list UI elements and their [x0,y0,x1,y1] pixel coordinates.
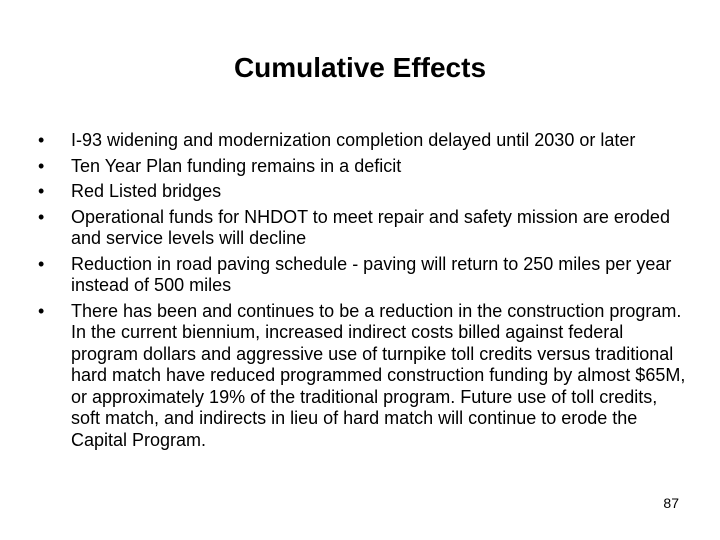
bullet-icon: • [38,130,45,150]
bullet-item-ten-year-plan [38,156,688,178]
page-number: 87 [663,495,679,511]
bullet-icon: • [38,206,45,227]
bullet-item-road-paving [38,254,688,297]
bullet-list [38,130,688,455]
bullet-text: Red Listed bridges [71,181,222,201]
bullet-icon: • [38,300,45,321]
bullet-item-construction-program [38,301,688,452]
bullet-text: Ten Year Plan funding remains in a deficit [71,155,402,176]
bullet-icon: • [38,181,45,201]
bullet-text: Reduction in road paving schedule - paving will return to 250 miles per year instead of 500 miles [71,253,672,295]
bullet-item-i93 [38,130,688,152]
slide-title: Cumulative Effects [233,52,487,83]
bullet-text: I-93 widening and modernization completion delayed until 2030 or later [71,130,636,150]
bullet-text: Operational funds for NHDOT to meet repair and safety mission are eroded and service levels will decline [71,206,670,248]
bullet-icon: • [38,253,45,274]
bullet-text: There has been and continues to be a reduction in the construction program. In the current biennium, increased indirect costs billed against federal program dollars and aggressive use of turnpike toll credits versus traditional hard match have reduced programmed construction funding by almost $65M, or approximately 19% of the traditional program. Future use of toll credits, soft match, and indirects in lieu of hard match will continue to erode the Capital Program. [71,300,686,450]
bullet-icon: • [38,155,45,176]
bullet-item-red-listed-bridges [38,181,688,203]
bullet-item-operational-funds [38,207,688,250]
